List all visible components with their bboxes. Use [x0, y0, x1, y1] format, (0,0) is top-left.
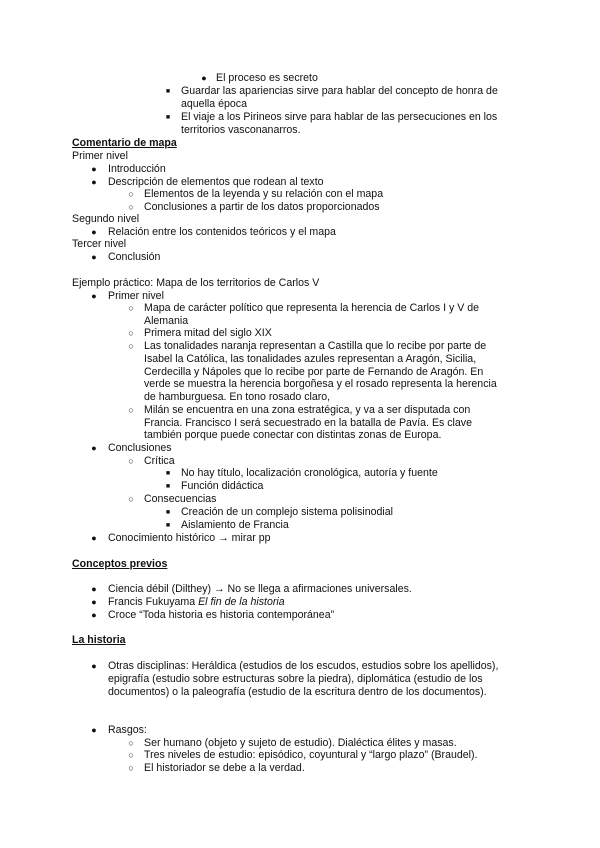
bullet-circle: ○ [128, 494, 134, 504]
list-item: Relación entre los contenidos teóricos y el mapa [108, 226, 336, 238]
bullet-disc: ● [91, 177, 97, 187]
bullet-disc: ● [91, 584, 97, 594]
list-item-continuation: documentos) o la paleografía (estudio de la escritura dentro de los documentos). [108, 686, 487, 698]
bullet-circle: ○ [128, 328, 134, 338]
bullet-disc: ● [91, 252, 97, 262]
list-item: El viaje a los Pirineos sirve para hablar de las persecuciones en los [181, 111, 498, 123]
bullet-disc: ● [91, 610, 97, 620]
list-item-continuation: territorios vasconanarros. [181, 124, 301, 136]
list-item: Función didáctica [181, 480, 264, 492]
list-item: Mapa de carácter político que representa la herencia de Carlos I y V de [144, 302, 480, 314]
bullet-disc: ● [91, 443, 97, 453]
bullet-circle: ○ [128, 189, 134, 199]
bullet-circle: ○ [128, 738, 134, 748]
level-label: Primer nivel [72, 150, 128, 162]
list-item: Guardar las apariencias sirve para hablar del concepto de honra de [181, 85, 498, 97]
bullet-circle: ○ [128, 456, 134, 466]
bullet-square: ■ [165, 114, 171, 121]
level-label: Segundo nivel [72, 213, 140, 225]
list-item: Introducción [108, 163, 166, 175]
list-item-continuation: Isabel la Católica, las tonalidades azules representan a Aragón, Sicilia, [144, 353, 477, 365]
bullet-circle: ○ [128, 763, 134, 773]
list-item: Descripción de elementos que rodean al texto [108, 176, 324, 188]
bullet-circle: ○ [128, 341, 134, 351]
bullet-disc: ● [91, 164, 97, 174]
bullet-disc: ● [91, 291, 97, 301]
bullet-disc: ● [201, 73, 207, 83]
list-item: Otras disciplinas: Heráldica (estudios de los escudos, estudios sobre los apellidos), [108, 660, 499, 672]
list-item: Elementos de la leyenda y su relación con el mapa [144, 188, 384, 200]
list-item-continuation: aquella época [181, 98, 247, 110]
bullet-circle: ○ [128, 405, 134, 415]
list-item [108, 596, 285, 609]
list-item: Conclusiones a partir de los datos proporcionados [144, 201, 380, 213]
list-item: Crítica [144, 455, 175, 467]
list-item: El historiador se debe a la verdad. [144, 762, 305, 774]
list-item-continuation: Francia. Francisco I será secuestrado en la batalla de Pavía. Es clave [144, 417, 472, 429]
list-item-continuation: Cerdecilla y Nápoles que lo recibe por parte de Fernando de Aragón. En [144, 366, 484, 378]
list-item: Rasgos: [108, 724, 147, 736]
section-heading: La historia [72, 634, 126, 646]
list-item: Creación de un complejo sistema polisinodial [181, 506, 393, 518]
bullet-circle: ○ [128, 303, 134, 313]
section-heading: Conceptos previos [72, 558, 168, 570]
list-item-continuation: epigrafía (estudio sobre estructuras sobre la piedra), diplomática (estudio de los [108, 673, 483, 685]
bullet-disc: ● [91, 725, 97, 735]
list-item-continuation: de hamburguesa. En tono rosado claro, [144, 391, 331, 403]
list-item-continuation: verde se muestra la herencia borgoñesa y el rosado representa la herencia [144, 378, 497, 390]
bullet-square: ■ [165, 88, 171, 95]
bullet-circle: ○ [128, 202, 134, 212]
list-item: Primera mitad del siglo XIX [144, 327, 272, 339]
list-item: Conclusiones [108, 442, 172, 454]
list-item-continuation: también porque puede conectar con distintas zonas de Europa. [144, 429, 442, 441]
list-item: Ciencia débil (Dilthey) → No se llega a afirmaciones universales. [108, 583, 412, 595]
list-item: No hay título, localización cronológica, autoría y fuente [181, 467, 438, 479]
list-item: Ser humano (objeto y sujeto de estudio). Dialéctica élites y masas. [144, 737, 457, 749]
list-item-continuation: Alemania [144, 315, 189, 327]
list-item: Consecuencias [144, 493, 217, 505]
book-title: El fin de la historia [198, 596, 285, 608]
list-item: Aislamiento de Francia [181, 519, 289, 531]
list-item: El proceso es secreto [216, 72, 318, 84]
list-item: Conclusión [108, 251, 161, 263]
bullet-square: ■ [165, 470, 171, 477]
bullet-square: ■ [165, 509, 171, 516]
bullet-circle: ○ [128, 750, 134, 760]
bullet-disc: ● [91, 227, 97, 237]
example-title: Ejemplo práctico: Mapa de los territorios de Carlos V [72, 277, 320, 289]
list-item: Conocimiento histórico → mirar pp [108, 532, 271, 544]
list-item: Las tonalidades naranja representan a Castilla que lo recibe por parte de [144, 340, 487, 352]
bullet-square: ■ [165, 483, 171, 490]
bullet-square: ■ [165, 522, 171, 529]
bullet-disc: ● [91, 661, 97, 671]
bullet-disc: ● [91, 597, 97, 607]
list-item: Primer nivel [108, 290, 164, 302]
author-name: Francis Fukuyama [108, 596, 199, 608]
bullet-disc: ● [91, 533, 97, 543]
list-item: Tres niveles de estudio: episódico, coyuntural y “largo plazo” (Braudel). [144, 749, 478, 761]
list-item: Croce “Toda historia es historia contemporánea” [108, 609, 335, 621]
section-heading: Comentario de mapa [72, 137, 177, 149]
level-label: Tercer nivel [72, 238, 127, 250]
list-item: Milán se encuentra en una zona estratégica, y va a ser disputada con [144, 404, 471, 416]
